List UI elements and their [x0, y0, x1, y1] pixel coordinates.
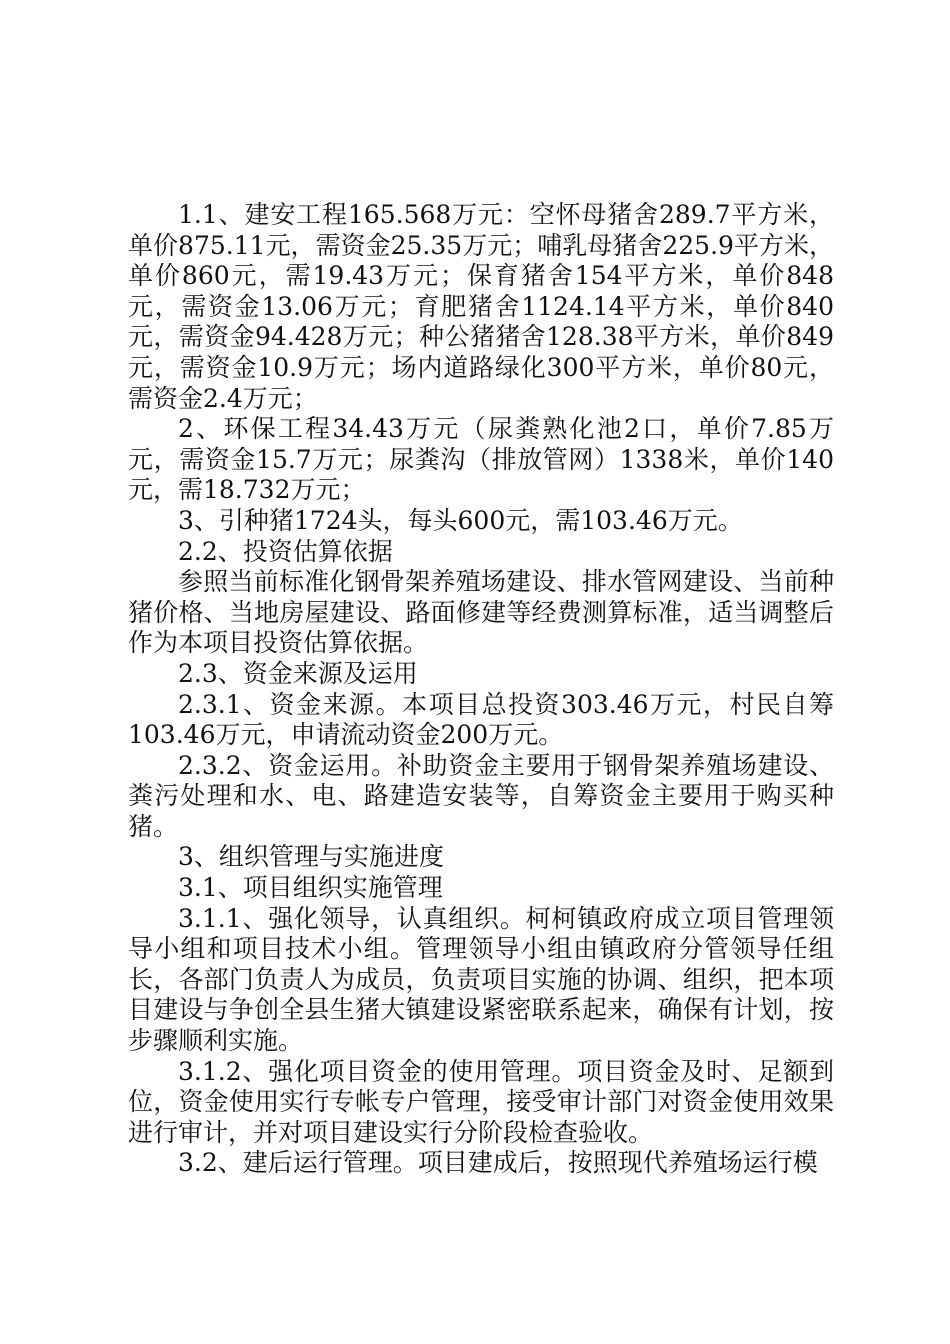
- paragraph-funding-use: 2.3.2、资金运用。补助资金主要用于钢骨架养殖场建设、粪污处理和水、电、路建造安装等，自筹资金主要用于购买种猪。: [128, 750, 834, 841]
- paragraph-construction-cost: 1.1、建安工程165.568万元：空怀母猪舍289.7平方米，单价875.11元，需资金25.35万元；哺乳母猪舍225.9平方米，单价860元，需19.43万元；保育猪舍154平方米，单价848元，需资金13.06万元；育肥猪舍1124.14平方米，单价840元，需资金94.428万元；种公猪猪舍128.38平方米，单价849元，需资金10.9万元；场内道路绿化300平方米，单价80元，需资金2.4万元；: [128, 200, 834, 413]
- paragraph-breeding-pigs-cost: 3、引种猪1724头，每头600元，需103.46万元。: [178, 505, 743, 535]
- paragraph-environmental-cost: 2、环保工程34.43万元（尿粪熟化池2口，单价7.85万元，需资金15.7万元；尿粪沟（排放管网）1338米，单价140元，需18.732万元；: [128, 414, 834, 505]
- paragraph-post-construction: 3.2、建后运行管理。项目建成后，按照现代养殖场运行模: [178, 1148, 818, 1178]
- document-body: [128, 200, 834, 1179]
- paragraph-leadership: 3.1.1、强化领导，认真组织。柯柯镇政府成立项目管理领导小组和项目技术小组。管理领导小组由镇政府分管领导任组长，各部门负责人为成员，负责项目实施的协调、组织，把本项目建设与争创全县生猪大镇建设紧密联系起来，确保有计划，按步骤顺利实施。: [128, 903, 834, 1056]
- paragraph-fund-management: 3.1.2、强化项目资金的使用管理。项目资金及时、足额到位，资金使用实行专帐专户管理，接受审计部门对资金使用效果进行审计，并对项目建设实行分阶段检查验收。: [128, 1056, 834, 1147]
- heading-funding: 2.3、资金来源及运用: [178, 658, 418, 688]
- heading-organization: 3、组织管理与实施进度: [178, 842, 444, 872]
- paragraph-funding-source: 2.3.1、资金来源。本项目总投资303.46万元，村民自筹103.46万元，申请流动资金200万元。: [128, 689, 834, 750]
- heading-estimate-basis: 2.2、投资估算依据: [178, 536, 393, 566]
- paragraph-estimate-basis: 参照当前标准化钢骨架养殖场建设、排水管网建设、当前种猪价格、当地房屋建设、路面修建等经费测算标准，适当调整后作为本项目投资估算依据。: [128, 567, 834, 658]
- heading-implementation-management: 3.1、项目组织实施管理: [178, 873, 443, 903]
